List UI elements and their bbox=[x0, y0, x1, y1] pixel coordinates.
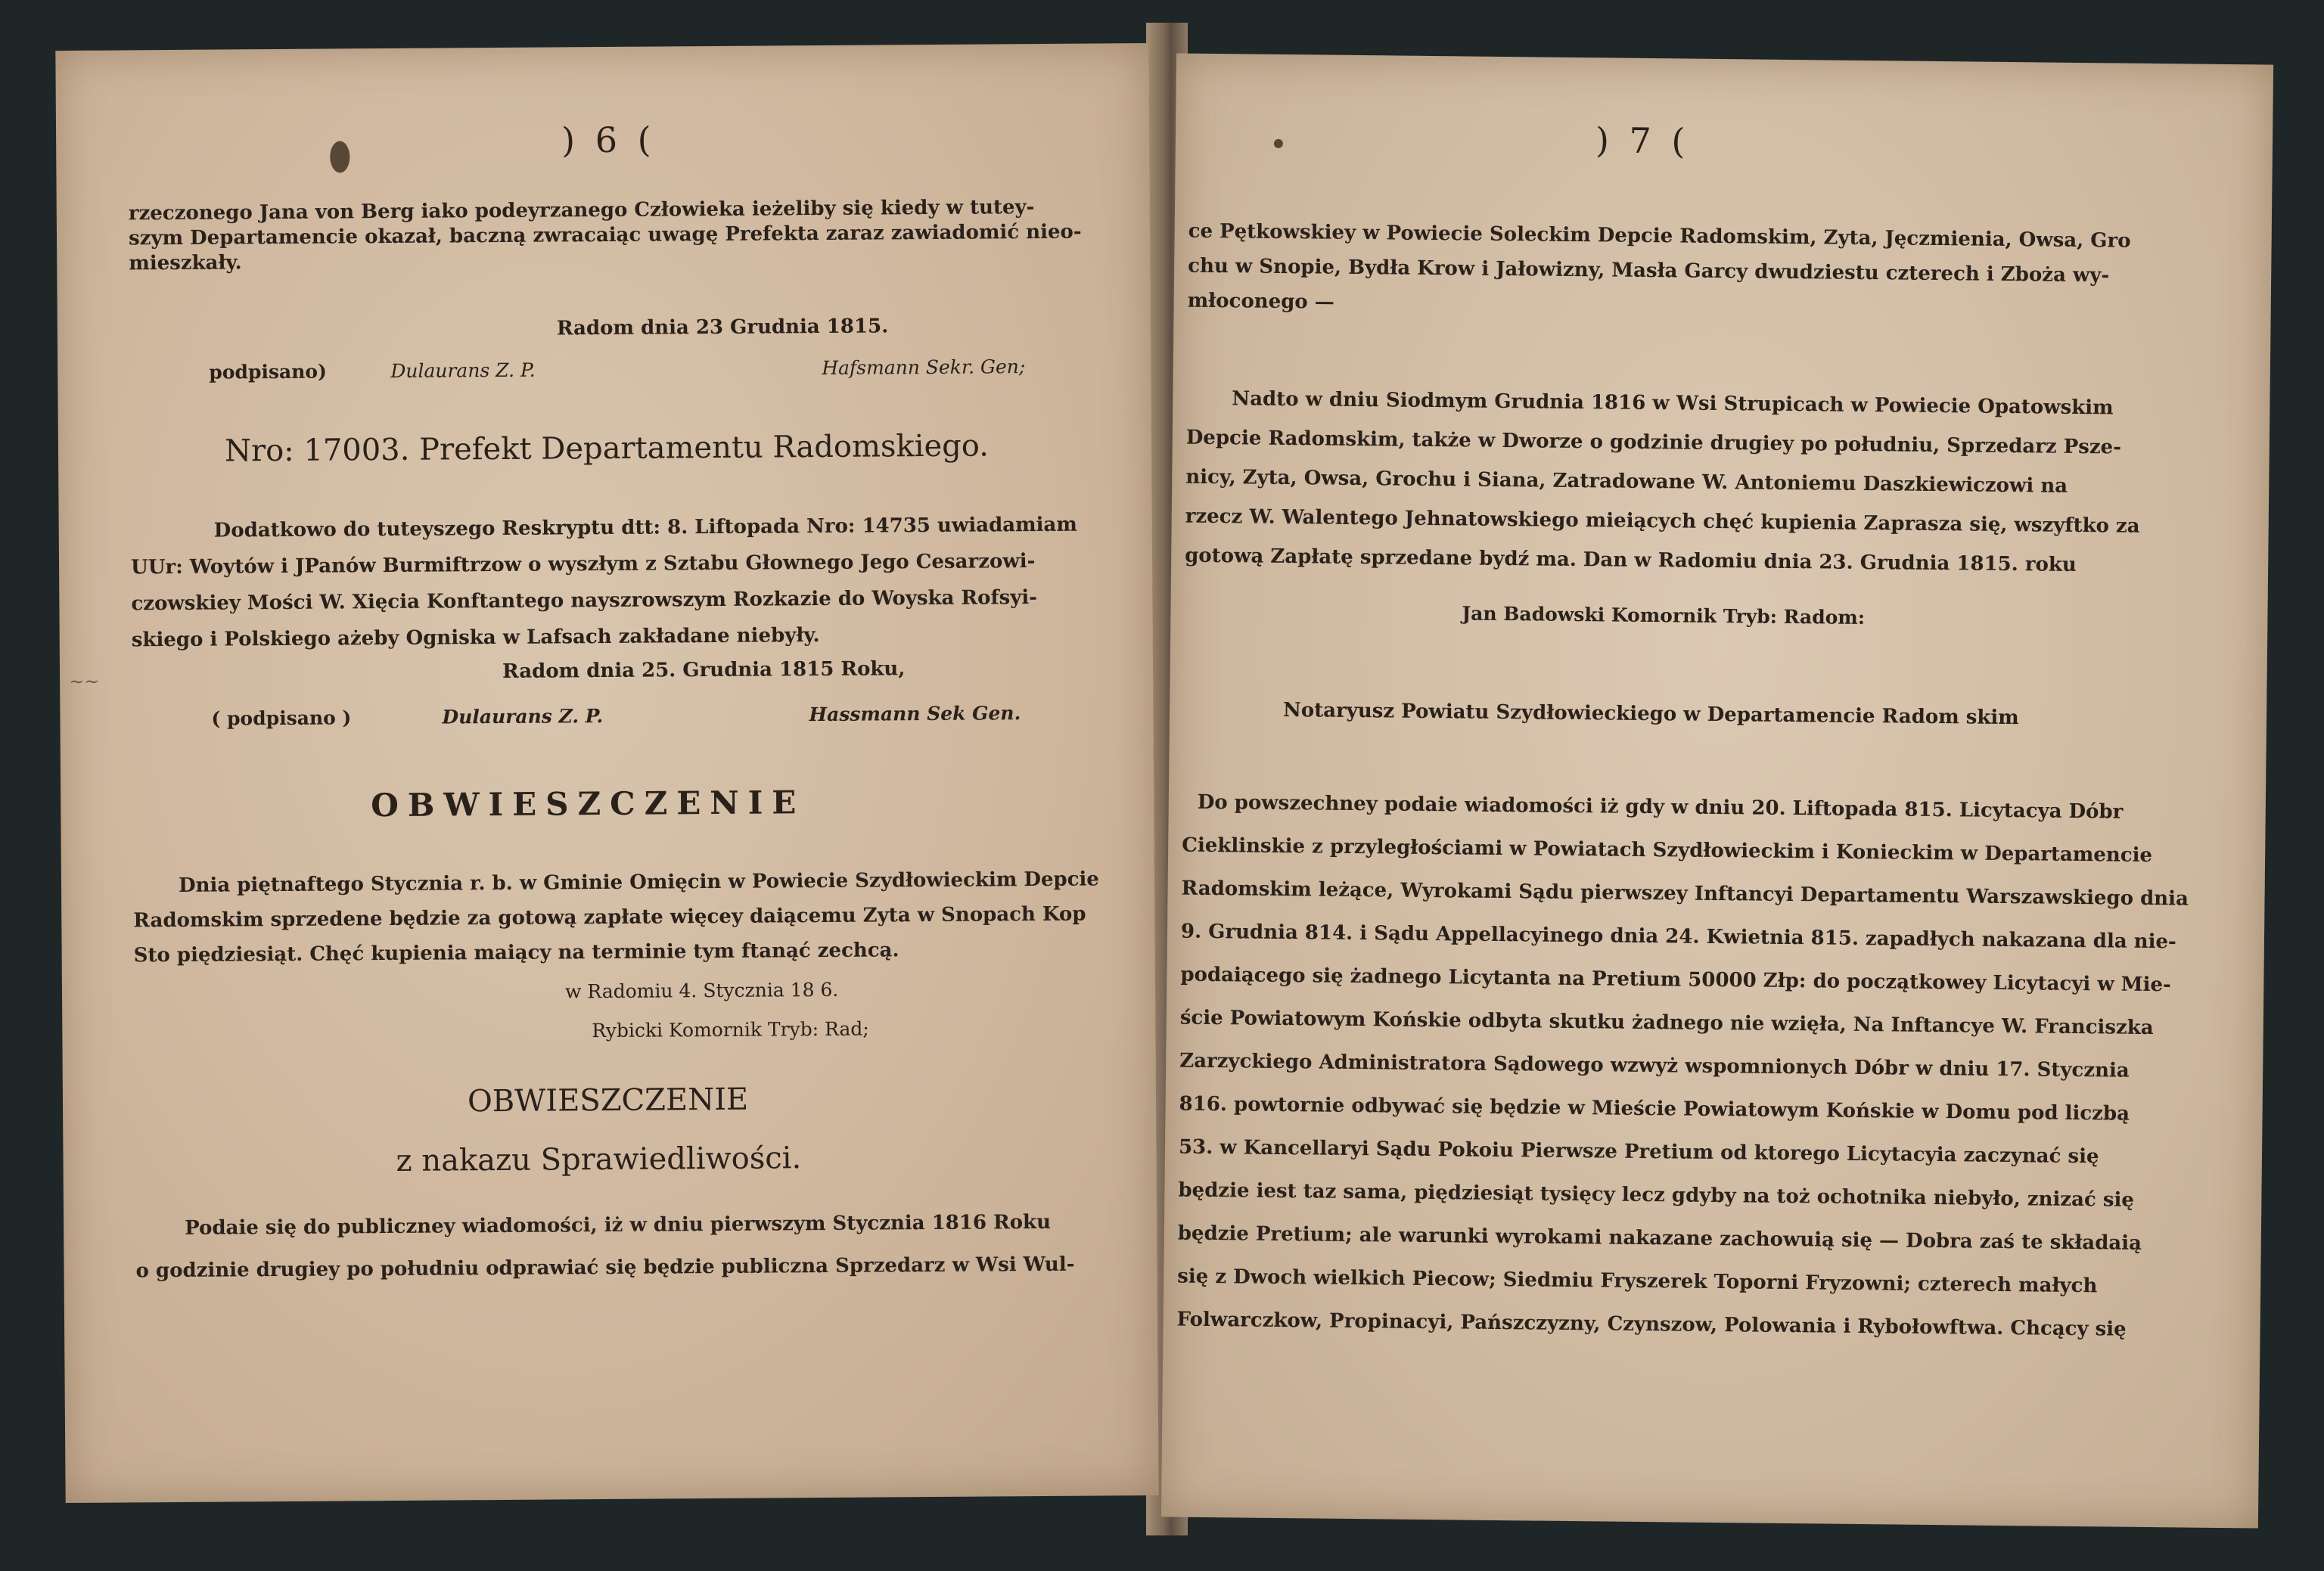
notice-1-paragraph bbox=[133, 862, 1132, 973]
right-top-paragraph bbox=[1188, 214, 2248, 330]
text-line: będzie Pretium; ale warunki wyrokami nakazane zachowuią się — Dobra zaś te składaią bbox=[1177, 1222, 2142, 1255]
text-line: Zarzyckiego Administratora Sądowego wzwyż wspomnionych Dóbr w dniu 17. Stycznia bbox=[1179, 1049, 2130, 1082]
ink-dot bbox=[1274, 139, 1283, 148]
text-line: się z Dwoch wielkich Piecow; Siedmiu Fryszerek Toporni Fryzowni; czterech małych bbox=[1177, 1265, 2098, 1298]
text-line: szym Departamencie okazał, baczną zwracaiąc uwagę Prefekta zaraz zawiadomić nieo- bbox=[128, 220, 1082, 250]
right-paragraph-2 bbox=[1185, 379, 2246, 587]
notice-1-date: w Radomiu 4. Stycznia 18 6. bbox=[564, 978, 839, 1003]
left-page bbox=[55, 43, 1158, 1503]
text-line: UUr: Woytów i JPanów Burmiftrzow o wyszłym z Sztabu Głownego Jego Cesarzowi- bbox=[130, 550, 1036, 579]
notice-2-paragraph bbox=[135, 1200, 1135, 1292]
left-top-paragraph bbox=[129, 194, 1120, 276]
text-line: rzecz W. Walentego Jehnatowskiego mieiących chęć kupienia Zaprasza się, wszyftko za bbox=[1185, 505, 2140, 538]
text-line: będzie iest taz sama, piędziesiąt tysięcy lecz gdyby na toż ochotnika niebyło, znizać się bbox=[1178, 1178, 2135, 1212]
signature-name-4: Hassmann Sek Gen. bbox=[809, 702, 1021, 726]
notary-heading: Notaryusz Powiatu Szydłowieckiego w Departamencie Radom skim bbox=[1282, 698, 2019, 730]
text-line: Radomskim sprzedene będzie za gotową zapłate więcey daiącemu Zyta w Snopach Kop bbox=[133, 902, 1086, 933]
notice-2-heading: OBWIESZCZENIE bbox=[467, 1082, 749, 1119]
signature-name-3: Dulaurans Z. P. bbox=[442, 705, 604, 728]
text-line: Sto piędziesiąt. Chęć kupienia maiący na terminie tym ftanąć zechcą. bbox=[133, 939, 899, 967]
text-line: nicy, Zyta, Owsa, Grochu i Siana, Zatradowane W. Antoniemu Daszkiewiczowi na bbox=[1185, 465, 2068, 498]
text-line: młoconego — bbox=[1187, 289, 1334, 314]
notice-2-subheading: z nakazu Sprawiedliwości. bbox=[396, 1141, 802, 1178]
text-line: mieszkały. bbox=[129, 251, 242, 275]
text-line: skiego i Polskiego ażeby Ogniska w Lafsach zakładane niebyły. bbox=[131, 624, 820, 652]
text-line: Dnia piętnaftego Stycznia r. b. w Gminie Omięcin w Powiecie Szydłowieckim Depcie bbox=[178, 868, 1100, 897]
notice-1-heading: OBWIESZCZENIE bbox=[371, 784, 806, 824]
text-line: Podaie się do publiczney wiadomości, iż w dniu pierwszym Stycznia 1816 Roku bbox=[185, 1210, 1052, 1240]
text-line: chu w Snopie, Bydła Krow i Jałowizny, Masła Garcy dwudziestu czterech i Zboża wy- bbox=[1188, 254, 2110, 287]
date-line-2: Radom dnia 25. Grudnia 1815 Roku, bbox=[502, 657, 906, 683]
text-line: Depcie Radomskim, także w Dworze o godzinie drugiey po południu, Sprzedarz Psze- bbox=[1185, 426, 2122, 459]
text-line: Do powszechney podaie wiadomości iż gdy w dniu 20. Liftopada 815. Licytacya Dóbr bbox=[1197, 790, 2124, 824]
signature-name-1: Dulaurans Z. P. bbox=[390, 359, 536, 382]
text-line: gotową Zapłatę sprzedane bydź ma. Dan w Radomiu dnia 23. Grudnia 1815. roku bbox=[1185, 544, 2077, 576]
margin-mark: ~~ bbox=[69, 670, 100, 692]
notary-paragraph bbox=[1176, 781, 2245, 1353]
decree-heading: Nro: 17003. Prefekt Departamentu Radomskiego. bbox=[224, 428, 990, 469]
signature-name-2: Hafsmann Sekr. Gen; bbox=[822, 355, 1026, 380]
ink-stain bbox=[330, 141, 350, 172]
text-line: ce Pętkowskiey w Powiecie Soleckim Depcie Radomskim, Zyta, Jęczmienia, Owsa, Gro bbox=[1188, 219, 2131, 253]
text-line: podaiącego się żadnego Licytanta na Pretium 50000 Złp: do początkowey Licytacyi w Mie- bbox=[1180, 963, 2171, 997]
text-line: ście Powiatowym Końskie odbyta skutku żadnego nie wzięła, Na Inftancye W. Franciszka bbox=[1179, 1006, 2154, 1040]
text-line: Dodatkowo do tuteyszego Reskryptu dtt: 8. Liftopada Nro: 14735 uwiadamiam bbox=[213, 513, 1077, 542]
date-line-1: Radom dnia 23 Grudnia 1815. bbox=[556, 315, 889, 340]
text-line: Radomskim leżące, Wyrokami Sądu pierwszey Inftancyi Departamentu Warszawskiego dnia bbox=[1181, 877, 2189, 911]
signature-label-2: ( podpisano ) bbox=[211, 706, 352, 730]
page-number-right: ) 7 ( bbox=[1595, 120, 1690, 162]
text-line: Cieklinskie z przyległościami w Powiatach Szydłowieckim i Konieckim w Departamencie bbox=[1182, 834, 2153, 868]
text-line: Nadto w dniu Siodmym Grudnia 1816 w Wsi Strupicach w Powiecie Opatowskim bbox=[1232, 387, 2114, 420]
text-line: Folwarczkow, Propinacyi, Pańszczyzny, Czynszow, Polowania i Rybołowftwa. Chcący się bbox=[1176, 1308, 2127, 1341]
page-number-left: ) 6 ( bbox=[561, 119, 656, 161]
text-line: o godzinie drugiey po południu odprawiać się będzie publiczna Sprzedarz w Wsi Wul- bbox=[135, 1253, 1075, 1283]
right-signer: Jan Badowski Komornik Tryb: Radom: bbox=[1462, 602, 1866, 629]
text-line: czowskiey Mości W. Xięcia Konftantego nayszrowszym Rozkazie do Woyska Rofsyi- bbox=[131, 586, 1038, 616]
text-line: 53. w Kancellaryi Sądu Pokoiu Pierwsze Pretium od ktorego Licytacyia zaczynać się bbox=[1178, 1135, 2099, 1169]
text-line: 9. Grudnia 814. i Sądu Appellacyinego dnia 24. Kwietnia 815. zapadłych nakazana dla nie- bbox=[1180, 920, 2176, 954]
notice-1-signer: Rybicki Komornik Tryb: Rad; bbox=[592, 1017, 869, 1042]
text-line: rzeczonego Jana von Berg iako podeyrzanego Człowieka ieżeliby się kiedy w tutey- bbox=[128, 196, 1035, 225]
signature-label-1: podpisano) bbox=[209, 360, 327, 383]
decree-paragraph bbox=[131, 506, 1130, 658]
right-page bbox=[1161, 53, 2273, 1528]
text-line: 816. powtornie odbywać się będzie w Mieście Powiatowym Końskie w Domu pod liczbą bbox=[1179, 1092, 2130, 1125]
